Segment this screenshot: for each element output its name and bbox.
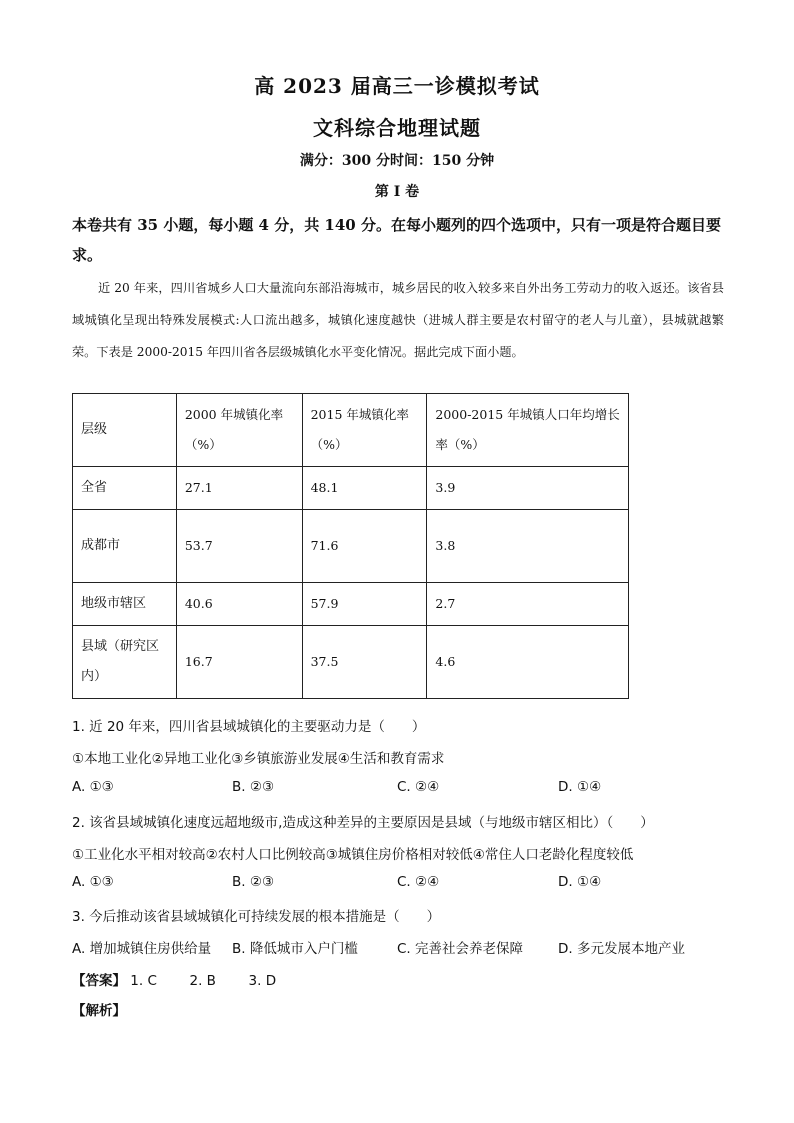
option-b[interactable]: B. ②③ <box>232 874 275 890</box>
answer-label: 【答案】 <box>72 973 126 989</box>
table-cell: 全省 <box>73 467 177 510</box>
analysis-label: 【解析】 <box>72 1003 126 1019</box>
answer-line <box>72 969 276 989</box>
option-c[interactable]: C. ②④ <box>397 779 440 795</box>
table-header: 2000 年城镇化率（%） <box>176 394 302 467</box>
table-cell: 地级市辖区 <box>73 583 177 626</box>
table-cell: 40.6 <box>176 583 302 626</box>
table-cell: 57.9 <box>302 583 427 626</box>
option-b[interactable]: B. 降低城市入户门槛 <box>232 941 358 957</box>
option-c[interactable]: C. 完善社会养老保障 <box>397 941 524 957</box>
question-1-options <box>72 779 732 799</box>
score-time: 满分：300 分时间：150 分钟 <box>299 153 495 169</box>
table-cell: 27.1 <box>176 467 302 510</box>
option-d[interactable]: D. ①④ <box>558 874 602 890</box>
table-cell: 2.7 <box>427 583 629 626</box>
table-cell: 71.6 <box>302 510 427 583</box>
table-cell: 37.5 <box>302 626 427 699</box>
table-cell: 53.7 <box>176 510 302 583</box>
table-cell: 县域（研究区内） <box>73 626 177 699</box>
answer-value: 2. B <box>189 973 216 989</box>
table-row <box>73 583 629 626</box>
table-cell: 4.6 <box>427 626 629 699</box>
table-row <box>73 467 629 510</box>
urbanization-table <box>72 393 629 699</box>
table-header: 2000-2015 年城镇人口年均增长率（%） <box>427 394 629 467</box>
table-header-row <box>73 394 629 467</box>
table-cell: 48.1 <box>302 467 427 510</box>
table-cell: 3.8 <box>427 510 629 583</box>
option-a[interactable]: A. 增加城镇住房供给量 <box>72 941 212 957</box>
table-header: 层级 <box>73 394 177 467</box>
table-row <box>73 626 629 699</box>
option-c[interactable]: C. ②④ <box>397 874 440 890</box>
section-label: 第 I 卷 <box>374 184 420 200</box>
question-2-items: ①工业化水平相对较高②农村人口比例较高③城镇住房价格相对较低④常住人口老龄化程度较低 <box>72 847 634 863</box>
table-cell: 成都市 <box>73 510 177 583</box>
passage: 近 20 年来，四川省城乡人口大量流向东部沿海城市，城乡居民的收入较多来自外出务工劳动力的收入返还。该省县域城镇化呈现出特殊发展模式:人口流出越多，城镇化速度越快（进城人群主要是农村留守的老人与儿童），县城就越繁荣。下表是 2000-2015 年四川省各层级城镇化水平变化情况。据此完成下面小题。 <box>72 281 724 359</box>
answer-value: 1. C <box>130 973 157 989</box>
question-3-options <box>72 937 732 957</box>
option-b[interactable]: B. ②③ <box>232 779 275 795</box>
question-3-stem: 3. 今后推动该省县域城镇化可持续发展的根本措施是（ ） <box>72 909 441 925</box>
option-a[interactable]: A. ①③ <box>72 779 114 795</box>
question-2-stem: 2. 该省县域城镇化速度远超地级市,造成这种差异的主要原因是县域（与地级市辖区相比）（ ） <box>72 815 654 831</box>
question-1-stem: 1. 近 20 年来，四川省县域城镇化的主要驱动力是（ ） <box>72 719 426 735</box>
table-cell: 3.9 <box>427 467 629 510</box>
instructions: 本卷共有 35 小题，每小题 4 分，共 140 分。在每小题列的四个选项中，只有一项是符合题目要求。 <box>72 216 721 264</box>
question-2-options <box>72 874 732 894</box>
option-a[interactable]: A. ①③ <box>72 874 114 890</box>
table-header: 2015 年城镇化率（%） <box>302 394 427 467</box>
option-d[interactable]: D. ①④ <box>558 779 602 795</box>
exam-title: 高 2023 届高三一诊模拟考试 <box>254 74 540 98</box>
table-row <box>73 510 629 583</box>
subject-title: 文科综合地理试题 <box>313 116 481 140</box>
question-1-items: ①本地工业化②异地工业化③乡镇旅游业发展④生活和教育需求 <box>72 751 445 767</box>
option-d[interactable]: D. 多元发展本地产业 <box>558 941 685 957</box>
table-cell: 16.7 <box>176 626 302 699</box>
answer-value: 3. D <box>248 973 277 989</box>
